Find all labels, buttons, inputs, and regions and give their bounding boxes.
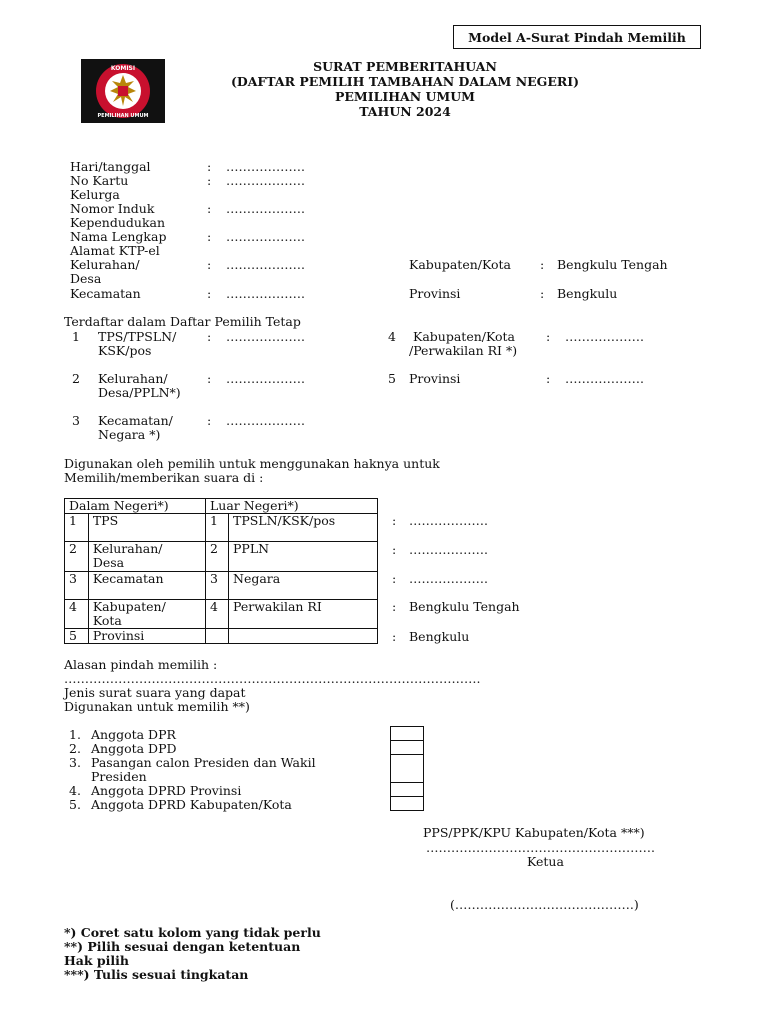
colon: :	[207, 257, 212, 272]
registered-num: 1	[72, 329, 80, 344]
field-desa: Desa	[70, 271, 102, 286]
ballot-num: 3.	[69, 755, 81, 770]
field-kelurahan: Kelurahan/	[70, 257, 140, 272]
footnote: **) Pilih sesuai dengan ketentuan	[64, 939, 301, 954]
table-cell-dalam	[88, 572, 205, 600]
signature-dots: ……………………………………………….	[426, 840, 655, 855]
registered-value: ……………….	[565, 371, 644, 386]
table-cell-num	[206, 629, 229, 644]
ballot-num: 5.	[69, 797, 81, 812]
model-label: Model A-Surat Pindah Memilih	[453, 25, 701, 49]
registered-num: 5	[388, 371, 396, 386]
ballot-checkbox-dprd-provinsi[interactable]	[390, 782, 424, 797]
registered-label: Provinsi	[409, 371, 461, 386]
colon: :	[546, 371, 551, 386]
table-row	[65, 542, 378, 572]
label-provinsi: Provinsi	[409, 286, 461, 301]
cell-text: TPS	[92, 513, 119, 528]
ballot-checkbox-presiden[interactable]	[390, 754, 424, 783]
registered-label: Negara *)	[98, 427, 161, 442]
ballot-num: 2.	[69, 741, 81, 756]
field-nama-lengkap: Nama Lengkap	[70, 229, 167, 244]
ballot-item: Presiden	[91, 769, 147, 784]
table-header-luar: Luar Negeri*)	[206, 499, 378, 514]
usage-line-1: Digunakan oleh pemilih untuk menggunakan haknya untuk	[64, 456, 440, 471]
value-kelurahan: ……………….	[226, 257, 305, 272]
cell-text: Kabupaten/	[92, 599, 166, 614]
field-kecamatan: Kecamatan	[70, 286, 141, 301]
table-header-dalam: Dalam Negeri*)	[65, 499, 206, 514]
ballot-item: Pasangan calon Presiden dan Wakil	[91, 755, 316, 770]
reason-label: Alasan pindah memilih :	[64, 657, 218, 672]
cell-text: Provinsi	[92, 628, 145, 643]
table-cell-dalam	[88, 542, 205, 572]
table-row	[65, 514, 378, 542]
ballot-checkbox-dprd-kabupaten[interactable]	[390, 796, 424, 811]
registered-value: ……………….	[226, 413, 305, 428]
ballot-num: 1.	[69, 727, 81, 742]
table-cell-num: 1	[65, 514, 89, 542]
label-kabupaten: Kabupaten/Kota	[409, 257, 511, 272]
registered-label: Desa/PPLN*)	[98, 385, 181, 400]
ballot-line-1: Jenis surat suara yang dapat	[64, 685, 246, 700]
value-provinsi: Bengkulu	[557, 286, 618, 301]
signature-org: PPS/PPK/KPU Kabupaten/Kota ***)	[423, 825, 645, 840]
title-line-1: SURAT PEMBERITAHUAN	[313, 59, 497, 74]
table-header-row	[65, 499, 378, 514]
colon: :	[392, 629, 397, 644]
footnote: Hak pilih	[64, 953, 129, 968]
cell-text: Kecamatan	[92, 571, 164, 586]
colon: :	[207, 413, 212, 428]
table-row	[65, 629, 378, 644]
kpu-logo-icon	[81, 59, 165, 123]
colon: :	[207, 329, 212, 344]
table-cell-num: 3	[206, 572, 229, 600]
footnote: ***) Tulis sesuai tingkatan	[64, 967, 249, 982]
table-cell-num: 1	[206, 514, 229, 542]
ballot-item: Anggota DPRD Kabupaten/Kota	[91, 797, 292, 812]
signature-role: Ketua	[527, 854, 564, 869]
colon: :	[392, 513, 397, 528]
field-hari-tanggal: Hari/tanggal	[70, 159, 151, 174]
ballot-checkbox-dpr[interactable]	[390, 726, 424, 741]
table-value: Bengkulu Tengah	[409, 599, 520, 614]
colon: :	[392, 599, 397, 614]
cell-text: Kelurahan/	[92, 541, 163, 556]
colon: :	[207, 371, 212, 386]
ballot-num: 4.	[69, 783, 81, 798]
logo-text-bottom: PEMILIHAN UMUM	[97, 113, 149, 119]
colon: :	[207, 173, 212, 188]
colon: :	[207, 229, 212, 244]
registered-value: ……………….	[565, 329, 644, 344]
field-alamat: Alamat KTP-el	[70, 243, 160, 258]
field-nomor-induk: Nomor Induk	[70, 201, 155, 216]
value-hari-tanggal: ……………….	[226, 159, 305, 174]
field-kelurga: Kelurga	[70, 187, 120, 202]
registered-num: 4	[388, 329, 396, 344]
table-cell-num: 4	[65, 600, 89, 629]
table-cell-num: 2	[65, 542, 89, 572]
table-cell-dalam	[88, 514, 205, 542]
value-kabupaten: Bengkulu Tengah	[557, 257, 668, 272]
table-cell-luar	[229, 629, 378, 644]
usage-line-2: Memilih/memberikan suara di :	[64, 470, 264, 485]
registered-num: 3	[72, 413, 80, 428]
table-cell-dalam	[88, 629, 205, 644]
logo-text-top: KOMISI	[110, 65, 136, 72]
table-cell-dalam	[88, 600, 205, 629]
ballot-checkbox-dpd[interactable]	[390, 740, 424, 755]
registered-label: /Perwakilan RI *)	[409, 343, 518, 358]
registered-value: ……………….	[226, 371, 305, 386]
registered-label: Kelurahan/	[98, 371, 168, 386]
colon: :	[546, 329, 551, 344]
table-cell-luar: Perwakilan RI	[229, 600, 378, 629]
registered-label: TPS/TPSLN/	[98, 329, 177, 344]
table-cell-luar: Negara	[229, 572, 378, 600]
value-nik: ……………….	[226, 201, 305, 216]
table-cell-num: 5	[65, 629, 89, 644]
table-row	[65, 600, 378, 629]
registered-label: Kecamatan/	[98, 413, 173, 428]
table-value: ……………….	[409, 542, 488, 557]
colon: :	[207, 159, 212, 174]
registered-label: Kabupaten/Kota	[413, 329, 515, 344]
value-kecamatan: ……………….	[226, 286, 305, 301]
ballot-item: Anggota DPD	[91, 741, 177, 756]
colon: :	[207, 201, 212, 216]
colon: :	[207, 286, 212, 301]
registered-heading: Terdaftar dalam Daftar Pemilih Tetap	[64, 314, 301, 329]
table-cell-num: 4	[206, 600, 229, 629]
table-value: Bengkulu	[409, 629, 470, 644]
field-kependudukan: Kependudukan	[70, 215, 166, 230]
colon: :	[392, 571, 397, 586]
signature-name: (…………………………………….)	[450, 897, 639, 912]
location-table	[64, 498, 378, 644]
ballot-line-2: Digunakan untuk memilih **)	[64, 699, 250, 714]
table-cell-luar: TPSLN/KSK/pos	[229, 514, 378, 542]
registered-label: KSK/pos	[98, 343, 152, 358]
ballot-item: Anggota DPR	[91, 727, 176, 742]
colon: :	[540, 257, 545, 272]
table-cell-num: 3	[65, 572, 89, 600]
title-line-3: PEMILIHAN UMUM	[334, 89, 475, 104]
value-no-kartu: ……………….	[226, 173, 305, 188]
title-line-4: TAHUN 2024	[359, 104, 451, 119]
table-value: ……………….	[409, 513, 488, 528]
value-nama: ……………….	[226, 229, 305, 244]
table-row	[65, 572, 378, 600]
ballot-item: Anggota DPRD Provinsi	[91, 783, 242, 798]
cell-text: Kota	[92, 613, 122, 628]
field-no-kartu: No Kartu	[70, 173, 129, 188]
registered-num: 2	[72, 371, 80, 386]
registered-value: ……………….	[226, 329, 305, 344]
table-cell-num: 2	[206, 542, 229, 572]
title-line-2: (DAFTAR PEMILIH TAMBAHAN DALAM NEGERI)	[230, 74, 580, 89]
colon: :	[540, 286, 545, 301]
table-value: ……………….	[409, 571, 488, 586]
table-cell-luar: PPLN	[229, 542, 378, 572]
cell-text: Desa	[92, 555, 125, 570]
reason-dots: ……………………………………………………………………………………….	[64, 671, 481, 686]
colon: :	[392, 542, 397, 557]
footnote: *) Coret satu kolom yang tidak perlu	[64, 925, 321, 940]
